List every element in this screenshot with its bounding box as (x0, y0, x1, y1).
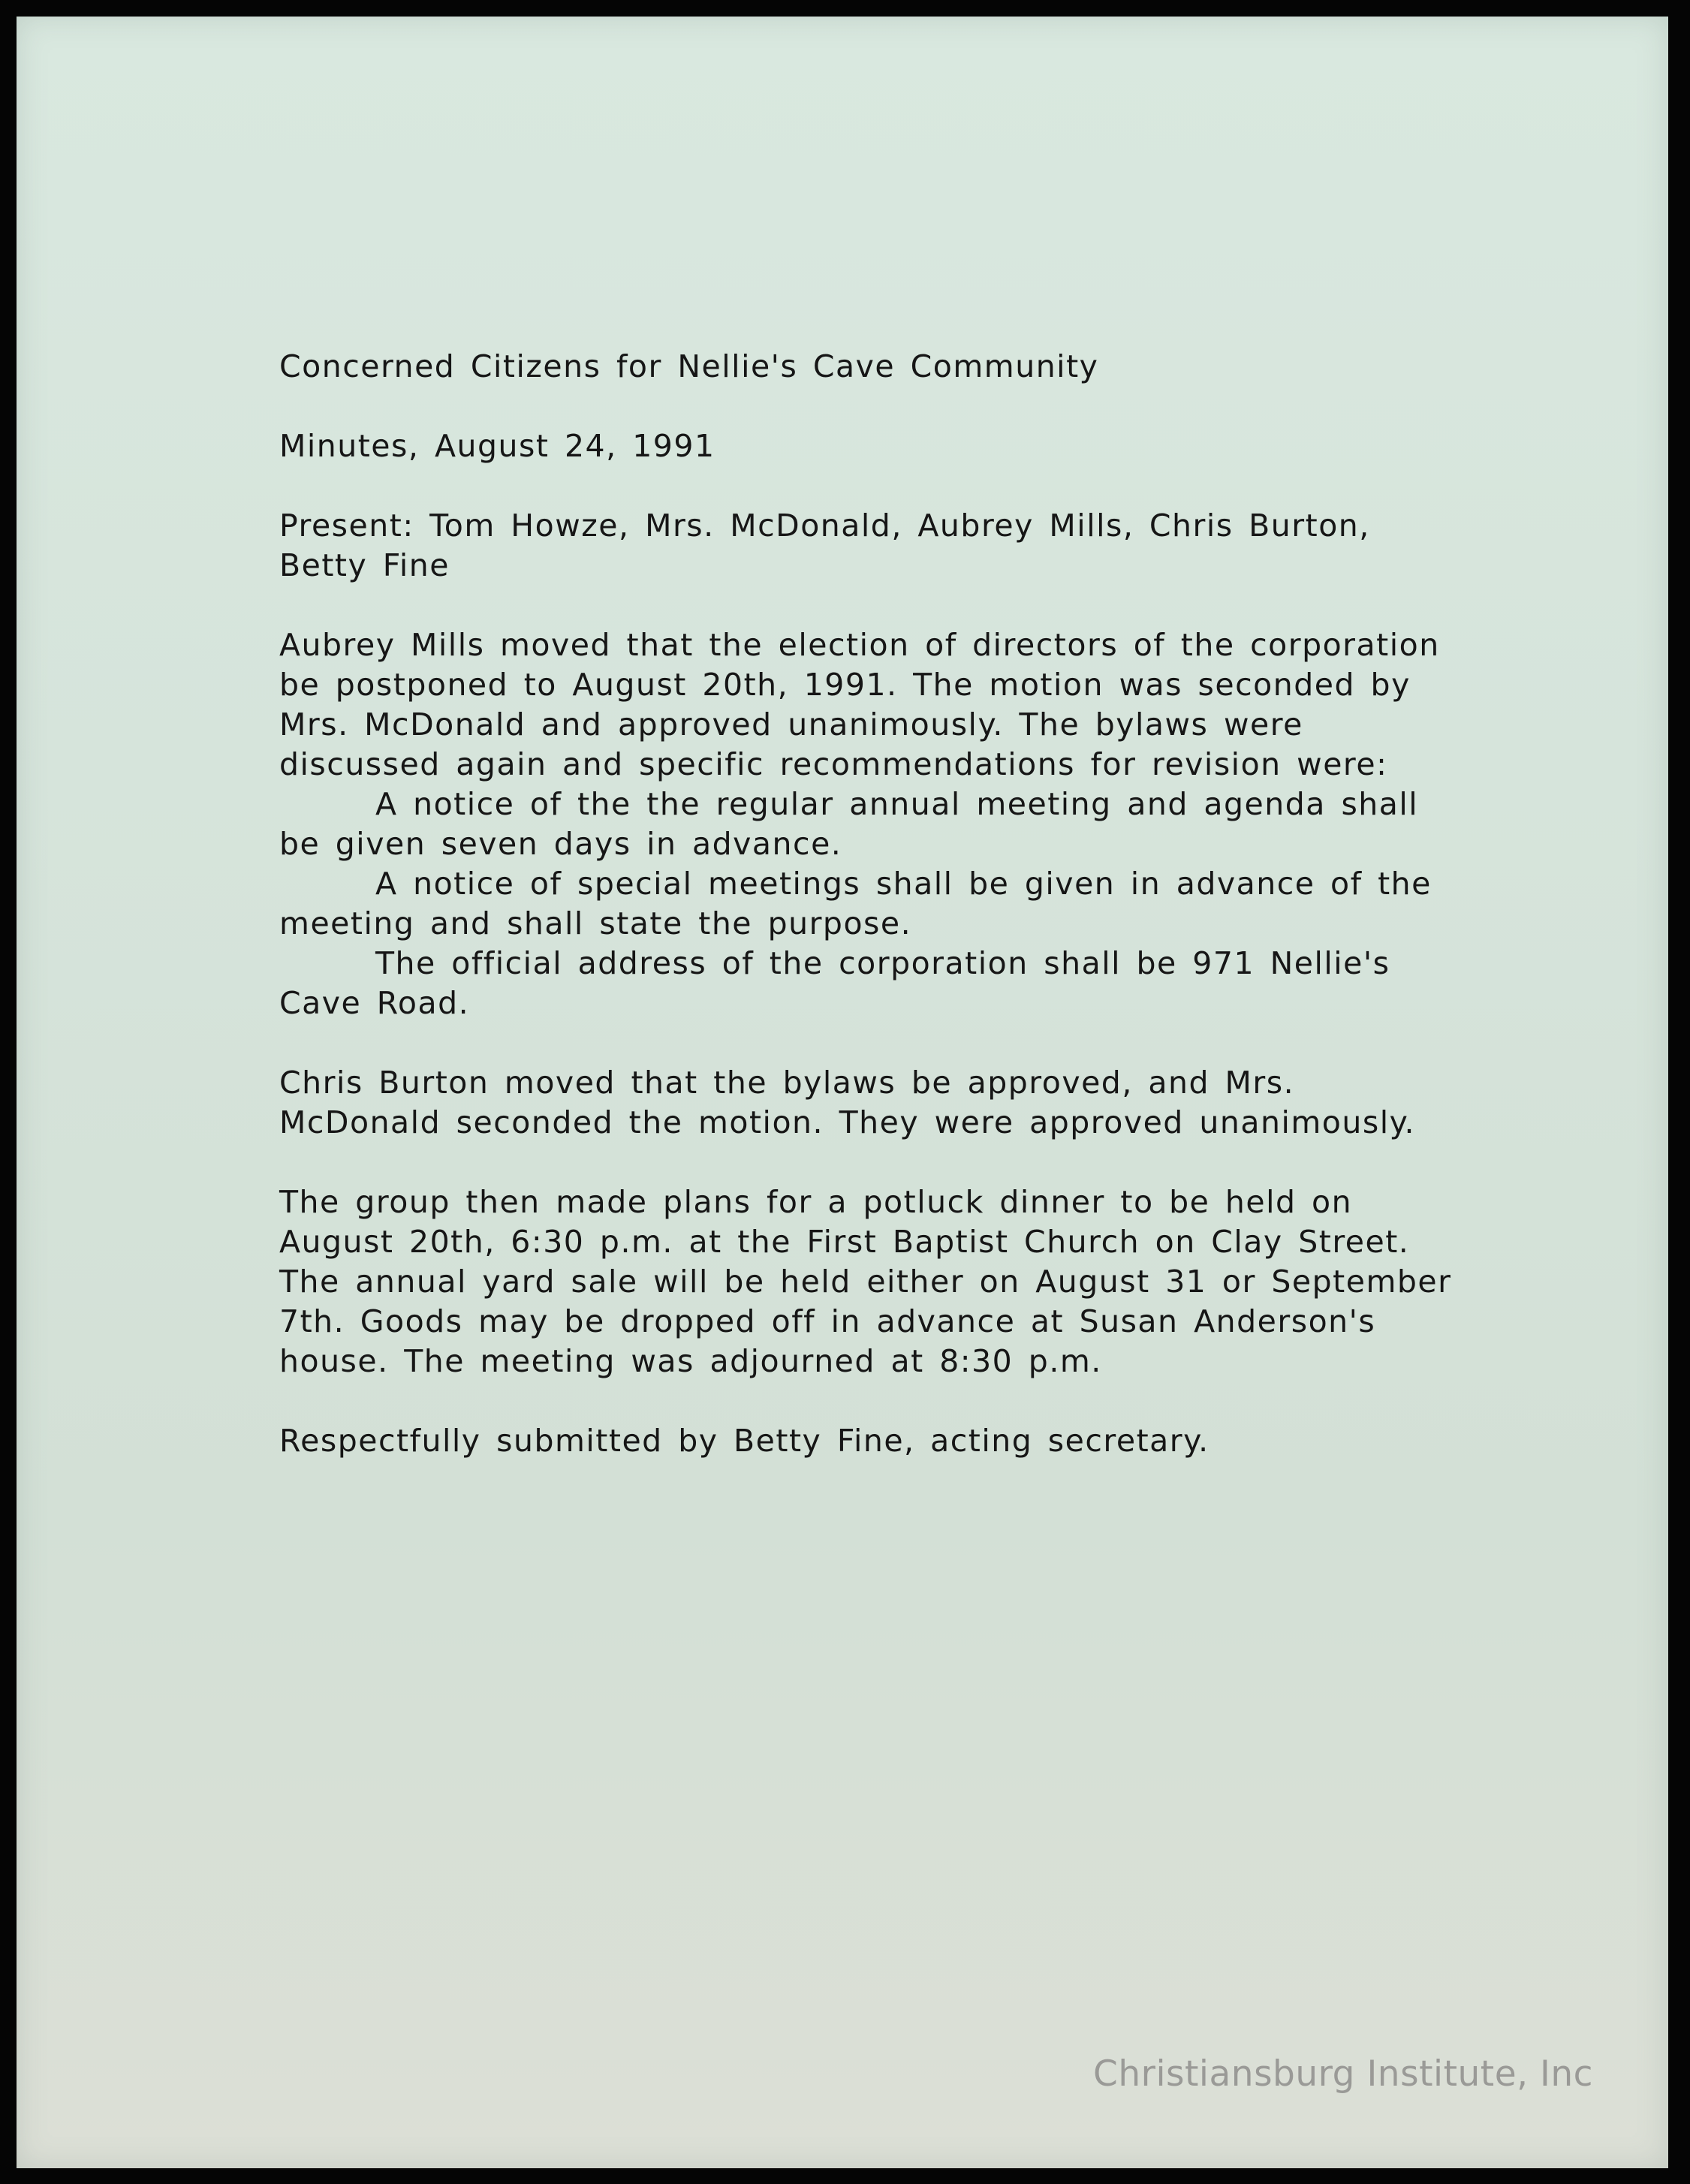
document-title: Concerned Citizens for Nellie's Cave Community (279, 348, 1099, 384)
document-page (17, 17, 1668, 2168)
minutes-date: Minutes, August 24, 1991 (279, 428, 715, 464)
archive-watermark: Christiansburg Institute, Inc (1093, 2053, 1593, 2095)
recommendation-official-address: The official address of the corporation shall be 971 Nellie's Cave Road. (279, 945, 1390, 1021)
submission-signature: Respectfully submitted by Betty Fine, acting secretary. (279, 1423, 1210, 1459)
election-motion-paragraph: Aubrey Mills moved that the election of directors of the corporation be postponed to August 20th, 1991. The motion was seconded by Mrs. McDonald and approved unanimously. The bylaws were discussed again and specific recommendations for revision were: (279, 627, 1440, 782)
recommendation-special-meetings: A notice of special meetings shall be given in advance of the meeting and shall state the purpose. (279, 866, 1432, 941)
plans-paragraph: The group then made plans for a potluck dinner to be held on August 20th, 6:30 p.m. at the First Baptist Church on Clay Street. The annual yard sale will be held either on August 31 or September 7th. Goods may be dropped off in advance at Susan Anderson's house. The meeting was adjourned at 8:30 p.m. (279, 1184, 1452, 1379)
recommendation-annual-meeting: A notice of the the regular annual meeting and agenda shall be given seven days in advance. (279, 786, 1419, 862)
minutes-body (279, 347, 1466, 1461)
attendees-list: Present: Tom Howze, Mrs. McDonald, Aubrey Mills, Chris Burton, Betty Fine (279, 508, 1370, 583)
bylaws-approval-paragraph: Chris Burton moved that the bylaws be approved, and Mrs. McDonald seconded the motion. They were approved unanimously. (279, 1065, 1416, 1140)
